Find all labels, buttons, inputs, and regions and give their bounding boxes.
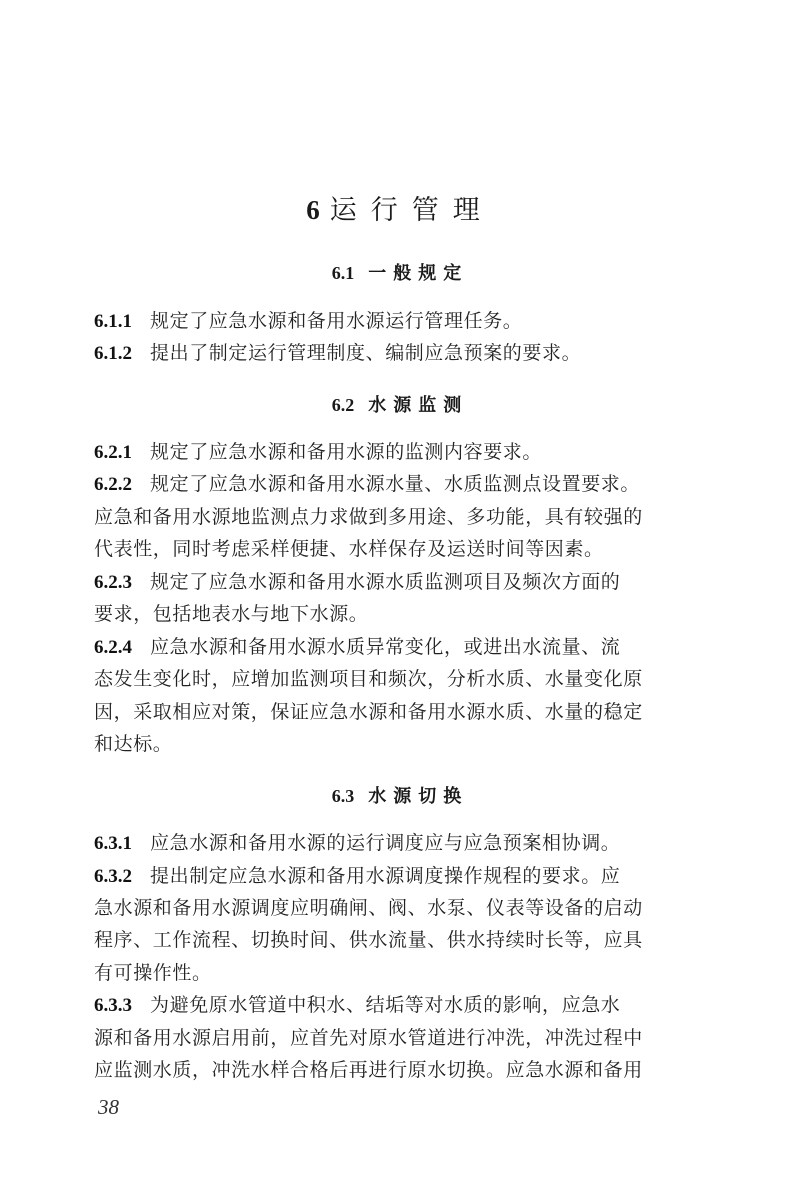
clause-number: 6.2.1 (94, 442, 132, 463)
page-number: 38 (98, 1095, 119, 1119)
chapter-number: 6 (306, 195, 320, 225)
section-title: 一般规定 (368, 263, 469, 284)
section-heading-6-3 (0, 782, 800, 808)
clause-6-2-1 (94, 439, 706, 466)
chapter-title-text: 运行管理 (329, 195, 494, 226)
section-number: 6.3 (331, 786, 355, 806)
clause-number: 6.2.2 (94, 474, 132, 495)
clause-6-3-2 (94, 863, 706, 890)
section-title: 水源监测 (368, 395, 469, 416)
clause-6-3-2-line-2: 急水源和备用水源调度应明确闸、阀、水泵、仪表等设备的启动 (94, 897, 643, 919)
clause-6-2-4 (94, 634, 706, 661)
clause-6-1-1 (94, 308, 706, 335)
clause-number: 6.3.2 (94, 866, 132, 887)
clause-number: 6.2.3 (94, 572, 132, 593)
clause-6-2-3-line-2: 要求，包括地表水与地下水源。 (94, 603, 369, 625)
clause-6-3-3-line-2: 源和备用水源启用前，应首先对原水管道进行冲洗，冲洗过程中 (94, 1027, 643, 1049)
clause-text: 应急水源和备用水源的运行调度应与应急预案相协调。 (150, 832, 621, 854)
clause-6-3-2-line-4: 有可操作性。 (94, 962, 212, 984)
clause-6-2-2-line-3: 代表性，同时考虑采样便捷、水样保存及运送时间等因素。 (94, 538, 604, 560)
clause-number: 6.1.2 (94, 343, 132, 364)
clause-6-3-3-line-3: 应监测水质，冲洗水样合格后再进行原水切换。应急水源和备用 (94, 1059, 643, 1081)
clause-6-2-2 (94, 471, 706, 498)
clause-text: 规定了应急水源和备用水源运行管理任务。 (150, 310, 523, 332)
clause-text: 规定了应急水源和备用水源的监测内容要求。 (150, 441, 543, 463)
clause-6-2-3 (94, 569, 706, 596)
clause-text: 提出制定应急水源和备用水源调度操作规程的要求。应 (150, 865, 621, 887)
clause-6-2-4-line-2: 态发生变化时，应增加监测项目和频次，分析水质、水量变化原 (94, 668, 643, 690)
clause-6-2-4-line-4: 和达标。 (94, 733, 173, 755)
section-number: 6.1 (331, 263, 355, 283)
section-title: 水源切换 (368, 786, 469, 807)
clause-6-3-2-line-3: 程序、工作流程、切换时间、供水流量、供水持续时长等，应具 (94, 929, 643, 951)
clause-text: 规定了应急水源和备用水源水量、水质监测点设置要求。 (150, 473, 641, 495)
section-heading-6-2 (0, 391, 800, 417)
section-heading-6-1 (0, 259, 800, 285)
clause-number: 6.2.4 (94, 637, 132, 658)
clause-text: 为避免原水管道中积水、结垢等对水质的影响，应急水 (150, 994, 621, 1016)
clause-number: 6.3.3 (94, 995, 132, 1016)
clause-text: 应急水源和备用水源水质异常变化，或进出水流量、流 (150, 636, 621, 658)
clause-6-3-1 (94, 830, 706, 857)
clause-6-2-4-line-3: 因，采取相应对策，保证应急水源和备用水源水质、水量的稳定 (94, 701, 643, 723)
clause-number: 6.1.1 (94, 311, 132, 332)
section-number: 6.2 (331, 395, 355, 415)
clause-text: 规定了应急水源和备用水源水质监测项目及频次方面的 (150, 571, 621, 593)
clause-6-2-2-line-2: 应急和备用水源地监测点力求做到多用途、多功能，具有较强的 (94, 506, 643, 528)
clause-6-1-2 (94, 340, 706, 367)
clause-text: 提出了制定运行管理制度、编制应急预案的要求。 (150, 342, 582, 364)
clause-number: 6.3.1 (94, 833, 132, 854)
clause-6-3-3 (94, 992, 706, 1019)
chapter-title (0, 188, 800, 227)
